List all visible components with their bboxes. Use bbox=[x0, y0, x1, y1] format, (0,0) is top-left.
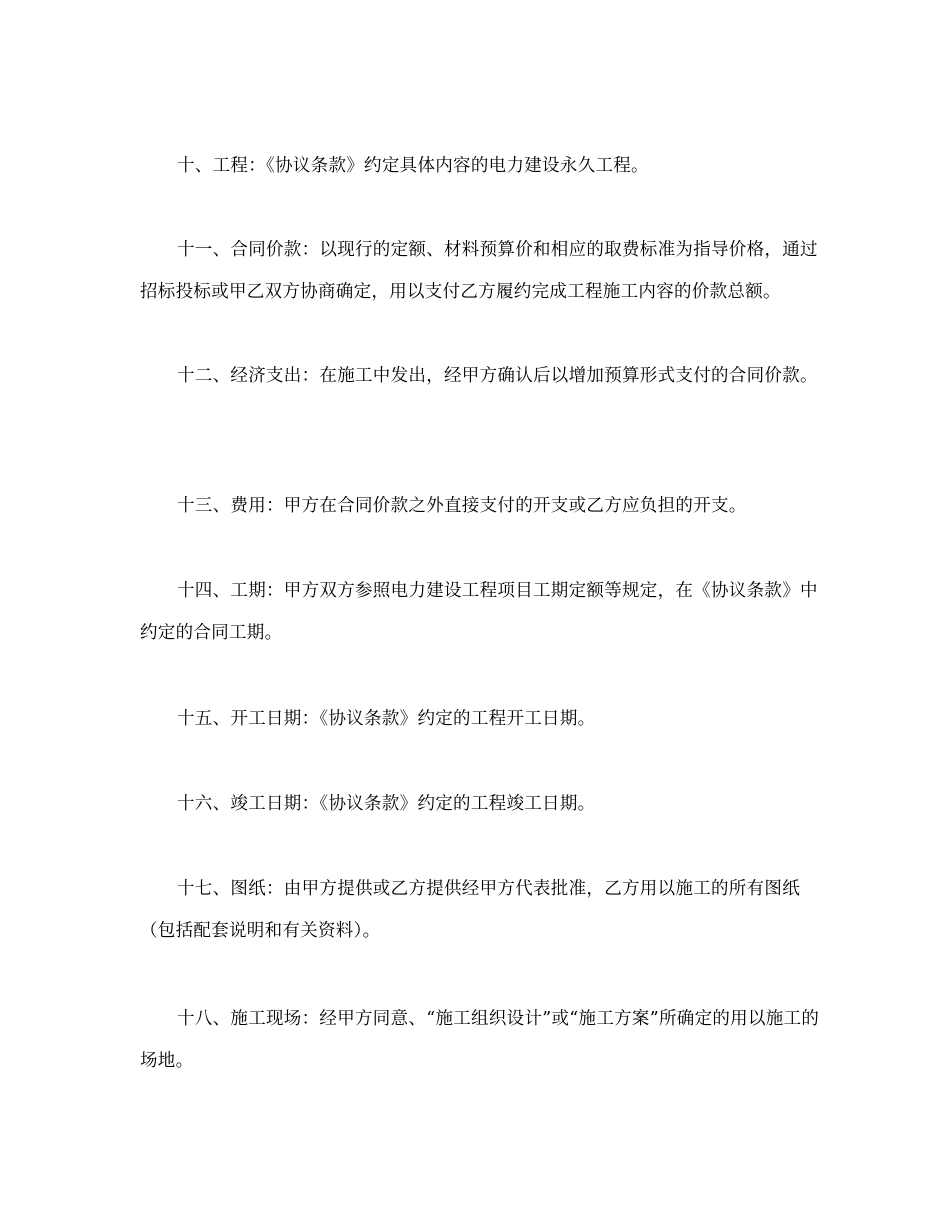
clause-10: 十、工程：《协议条款》约定具体内容的电力建设永久工程。 bbox=[177, 156, 649, 176]
clause-14: 十四、工期：甲方双方参照电力建设工程项目工期定额等规定，在《协议条款》中约定的合同工期。 bbox=[140, 581, 818, 643]
clause-12: 十二、经济支出：在施工中发出，经甲方确认后以增加预算形式支付的合同价款。 bbox=[177, 366, 818, 386]
clause-11: 十一、合同价款：以现行的定额、材料预算价和相应的取费标准为指导价格，通过招标投标或甲乙双方协商确定，用以支付乙方履约完成工程施工内容的价款总额。 bbox=[140, 240, 818, 302]
clause-13: 十三、费用：甲方在合同价款之外直接支付的开支或乙方应负担的开支。 bbox=[177, 496, 747, 516]
clause-15: 十五、开工日期：《协议条款》约定的工程开工日期。 bbox=[177, 709, 596, 729]
clause-17: 十七、图纸：由甲方提供或乙方提供经甲方代表批准，乙方用以施工的所有图纸（包括配套说明和有关资料）。 bbox=[140, 879, 800, 941]
clause-16: 十六、竣工日期：《协议条款》约定的工程竣工日期。 bbox=[177, 794, 596, 814]
clause-18: 十八、施工现场：经甲方同意、“施工组织设计”或“施工方案”所确定的用以施工的场地。 bbox=[140, 1009, 820, 1071]
